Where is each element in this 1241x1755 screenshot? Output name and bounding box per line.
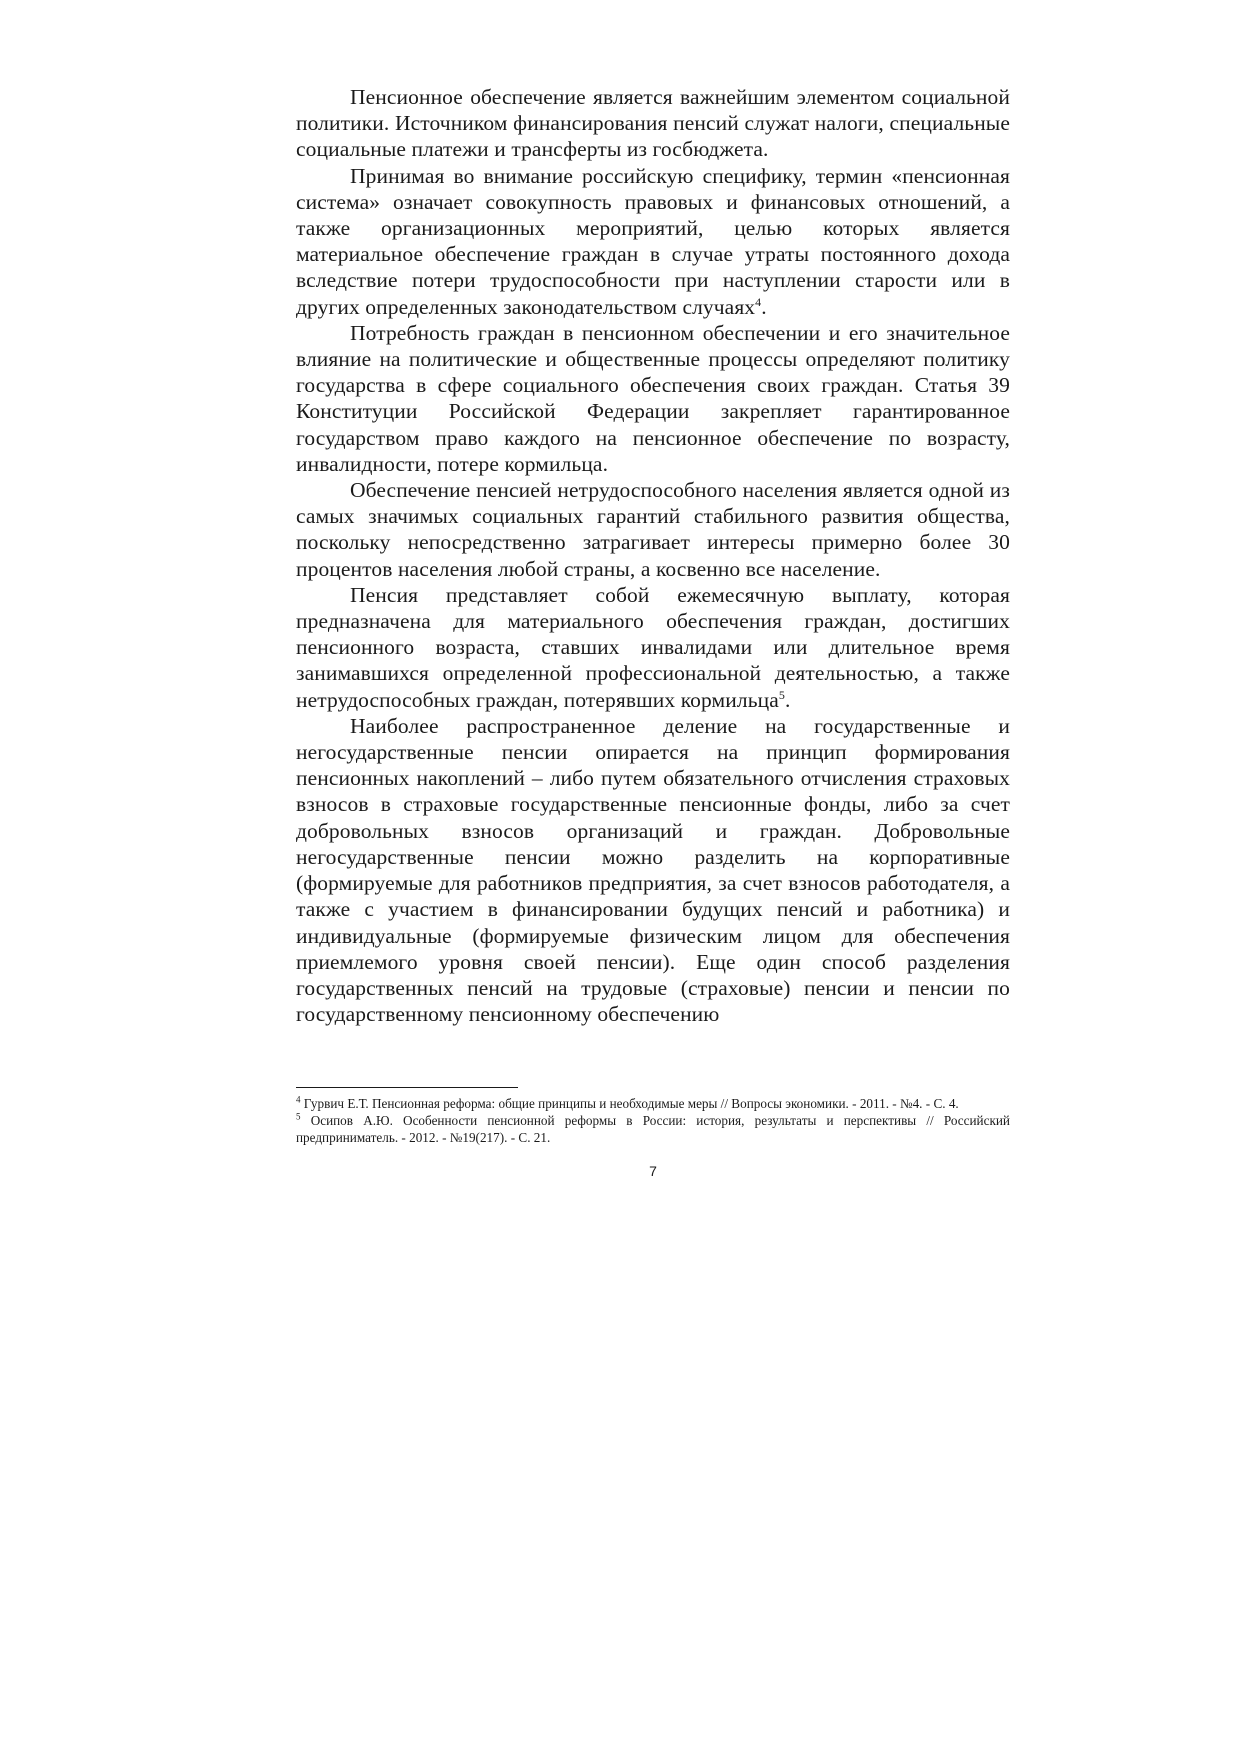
footnote-ref-4[interactable]: 4 xyxy=(755,294,762,309)
paragraph-4: Обеспечение пенсией нетрудоспособного населения является одной из самых значимых социальных гарантий стабильного развития общества, поскольку непосредственно затрагивает интересы примерно более 30 процентов населения любой страны, а косвенно все население. xyxy=(296,478,1010,581)
footnote-divider xyxy=(296,1087,518,1088)
paragraph-5: Пенсия представляет собой ежемесячную выплату, которая предназначена для материального обеспечения граждан, достигших пенсионного возраста, ставших инвалидами или длительное время занимавшихся определенной профессиональной деятельностью, а также нетрудоспособных граждан, потерявших кормильца$^5$. xyxy=(296,582,1010,712)
paragraph-2: Принимая во внимание российскую специфику, термин «пенсионная система» означает совокупность правовых и финансовых отношений, а также организационных мероприятий, целью которых является материальное обеспечение граждан в случае утраты постоянного дохода вследствие потери трудоспособности при наступлении старости или в других определенных законодательством случаях$^4$. xyxy=(296,163,1010,319)
paragraph-3: Потребность граждан в пенсионном обеспечении и его значительное влияние на политические и общественные процессы определяют политику государства в сфере социального обеспечения своих граждан. Статья 39 Конституции Российской Федерации закрепляет гарантированное государством право каждого на пенсионное обеспечение по возрасту, инвалидности, потере кормильца. xyxy=(296,320,1010,476)
footnote-4: $^4$ Гурвич Е.Т. Пенсионная реформа: общие принципы и необходимые меры // Вопросы экономики. - 2011. - №4. - С. 4. xyxy=(296,1094,959,1111)
body-text xyxy=(296,84,1010,1027)
footnote-number: 5 xyxy=(296,1111,301,1122)
footnotes xyxy=(296,1095,1010,1146)
footnote-number: 4 xyxy=(296,1094,301,1105)
footnote-ref-5[interactable]: 5 xyxy=(778,687,785,702)
footnote-5: $^5$ Осипов А.Ю. Особенности пенсионной реформы в России: история, результаты и перспективы // Российский предприниматель. - 2012. - №19(217). - С. 21. xyxy=(296,1111,1010,1145)
paragraph-6: Наиболее распространенное деление на государственные и негосударственные пенсии опирается на принцип формирования пенсионных накоплений – либо путем обязательного отчисления страховых взносов в страховые государственные пенсионные фонды, либо за счет добровольных взносов организаций и граждан. Добровольные негосударственные пенсии можно разделить на корпоративные (формируемые для работников предприятия, за счет взносов работодателя, а также с участием в финансировании будущих пенсий и работника) и индивидуальные (формируемые физическим лицом для обеспечения приемлемого уровня своей пенсии). Еще один способ разделения государственных пенсий на трудовые (страховые) пенсии и пенсии по государственному пенсионному обеспечению xyxy=(296,713,1010,1027)
paragraph-1: Пенсионное обеспечение является важнейшим элементом социальной политики. Источником финансирования пенсий служат налоги, специальные социальные платежи и трансферты из госбюджета. xyxy=(296,85,1010,162)
page-number: 7 xyxy=(649,1163,657,1179)
